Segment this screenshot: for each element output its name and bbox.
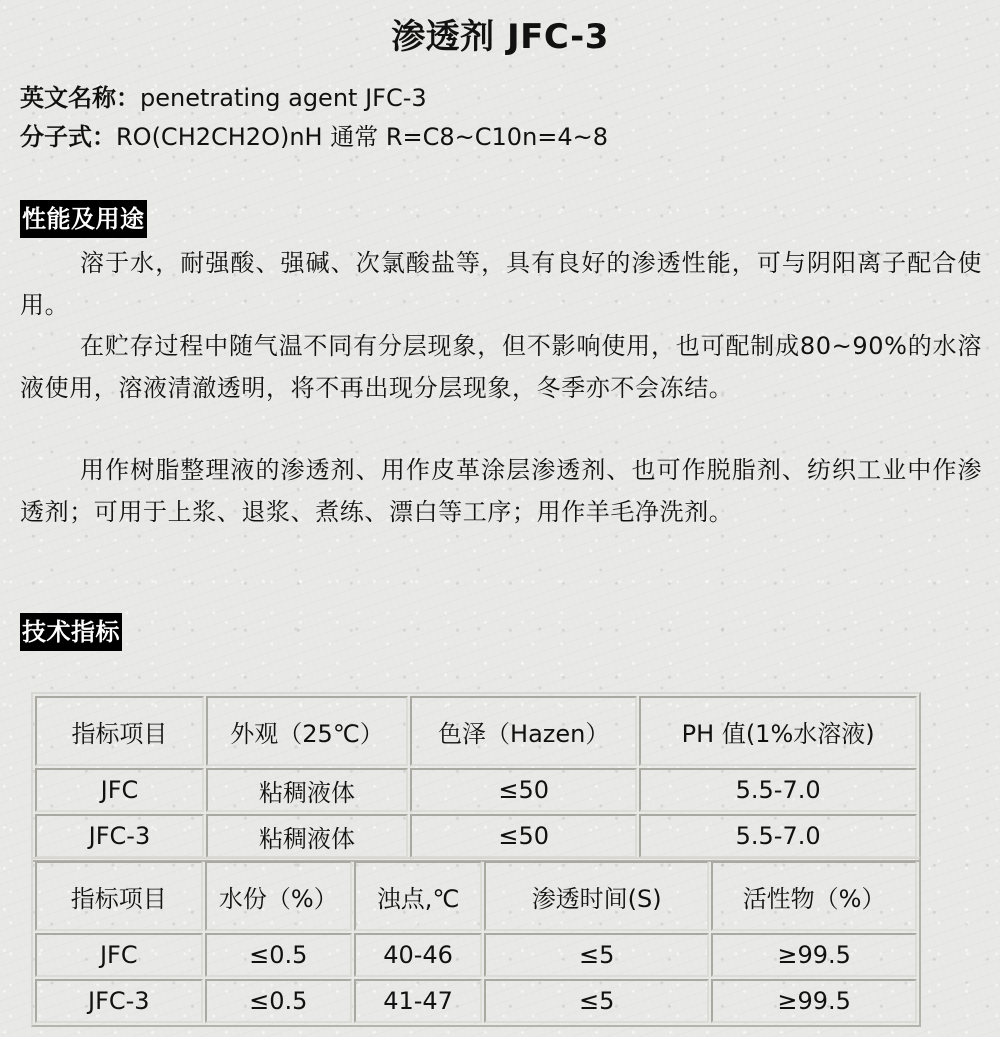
table-cell: ≤0.5 [205, 933, 352, 977]
usage-paragraph: 用作树脂整理液的渗透剂、用作皮革涂层渗透剂、也可作脱脂剂、纺织工业中作渗透剂；可用于上浆、退浆、煮练、漂白等工序；用作羊毛净洗剂。 [20, 456, 982, 526]
formula-value: RO(CH2CH2O)nH 通常 R=C8~C10n=4~8 [116, 123, 609, 151]
table-header-cell: PH 值(1%水溶液) [639, 696, 917, 766]
table-cell: ≤50 [410, 814, 637, 858]
table-header-cell: 色泽（Hazen） [410, 696, 637, 766]
table-cell: ≤5 [484, 979, 709, 1023]
english-name-line [20, 80, 427, 116]
table-cell: 40-46 [354, 933, 482, 977]
table-row [35, 814, 917, 858]
table-cell: JFC-3 [35, 979, 203, 1023]
table-header-cell: 水份（%） [205, 861, 352, 931]
usage-paragraph: 在贮存过程中随气温不同有分层现象，但不影响使用，也可配制成80~90%的水溶液使用，溶液清澈透明，将不再出现分层现象，冬季亦不会冻结。 [20, 332, 982, 402]
table-header-cell: 渗透时间(S) [484, 861, 709, 931]
table-row [35, 933, 917, 977]
table-cell: ≤5 [484, 933, 709, 977]
table-header-cell: 外观（25℃） [206, 696, 408, 766]
table-cell: 5.5-7.0 [639, 814, 917, 858]
table-row [35, 979, 917, 1023]
table-cell: JFC-3 [35, 814, 204, 858]
formula-label: 分子式： [20, 123, 116, 151]
usage-paragraph: 溶于水，耐强酸、强碱、次氯酸盐等，具有良好的渗透性能，可与阴阳离子配合使用。 [20, 249, 982, 319]
table-cell: 41-47 [354, 979, 482, 1023]
section-heading-specs: 技术指标 [20, 613, 122, 651]
table-cell: ≤0.5 [205, 979, 352, 1023]
table-header-cell: 指标项目 [35, 696, 204, 766]
spec-table-1 [31, 692, 921, 862]
spec-table-2 [31, 857, 921, 1027]
table-row [35, 768, 917, 812]
table-header-cell: 活性物（%） [711, 861, 917, 931]
page-title: 渗透剂 JFC-3 [391, 17, 609, 57]
table-cell: JFC [35, 768, 204, 812]
formula-line [20, 119, 608, 155]
table-cell: 5.5-7.0 [639, 768, 917, 812]
english-name-value: penetrating agent JFC-3 [140, 84, 427, 112]
section-heading-usage: 性能及用途 [20, 200, 147, 238]
table-header-row [35, 861, 917, 931]
table-cell: JFC [35, 933, 203, 977]
table-cell: ≥99.5 [711, 933, 917, 977]
table-header-cell: 浊点,℃ [354, 861, 482, 931]
table-cell: 粘稠液体 [206, 768, 408, 812]
english-name-label: 英文名称： [20, 84, 140, 112]
table-cell: ≥99.5 [711, 979, 917, 1023]
table-cell: 粘稠液体 [206, 814, 408, 858]
table-cell: ≤50 [410, 768, 637, 812]
table-header-cell: 指标项目 [35, 861, 203, 931]
table-header-row [35, 696, 917, 766]
